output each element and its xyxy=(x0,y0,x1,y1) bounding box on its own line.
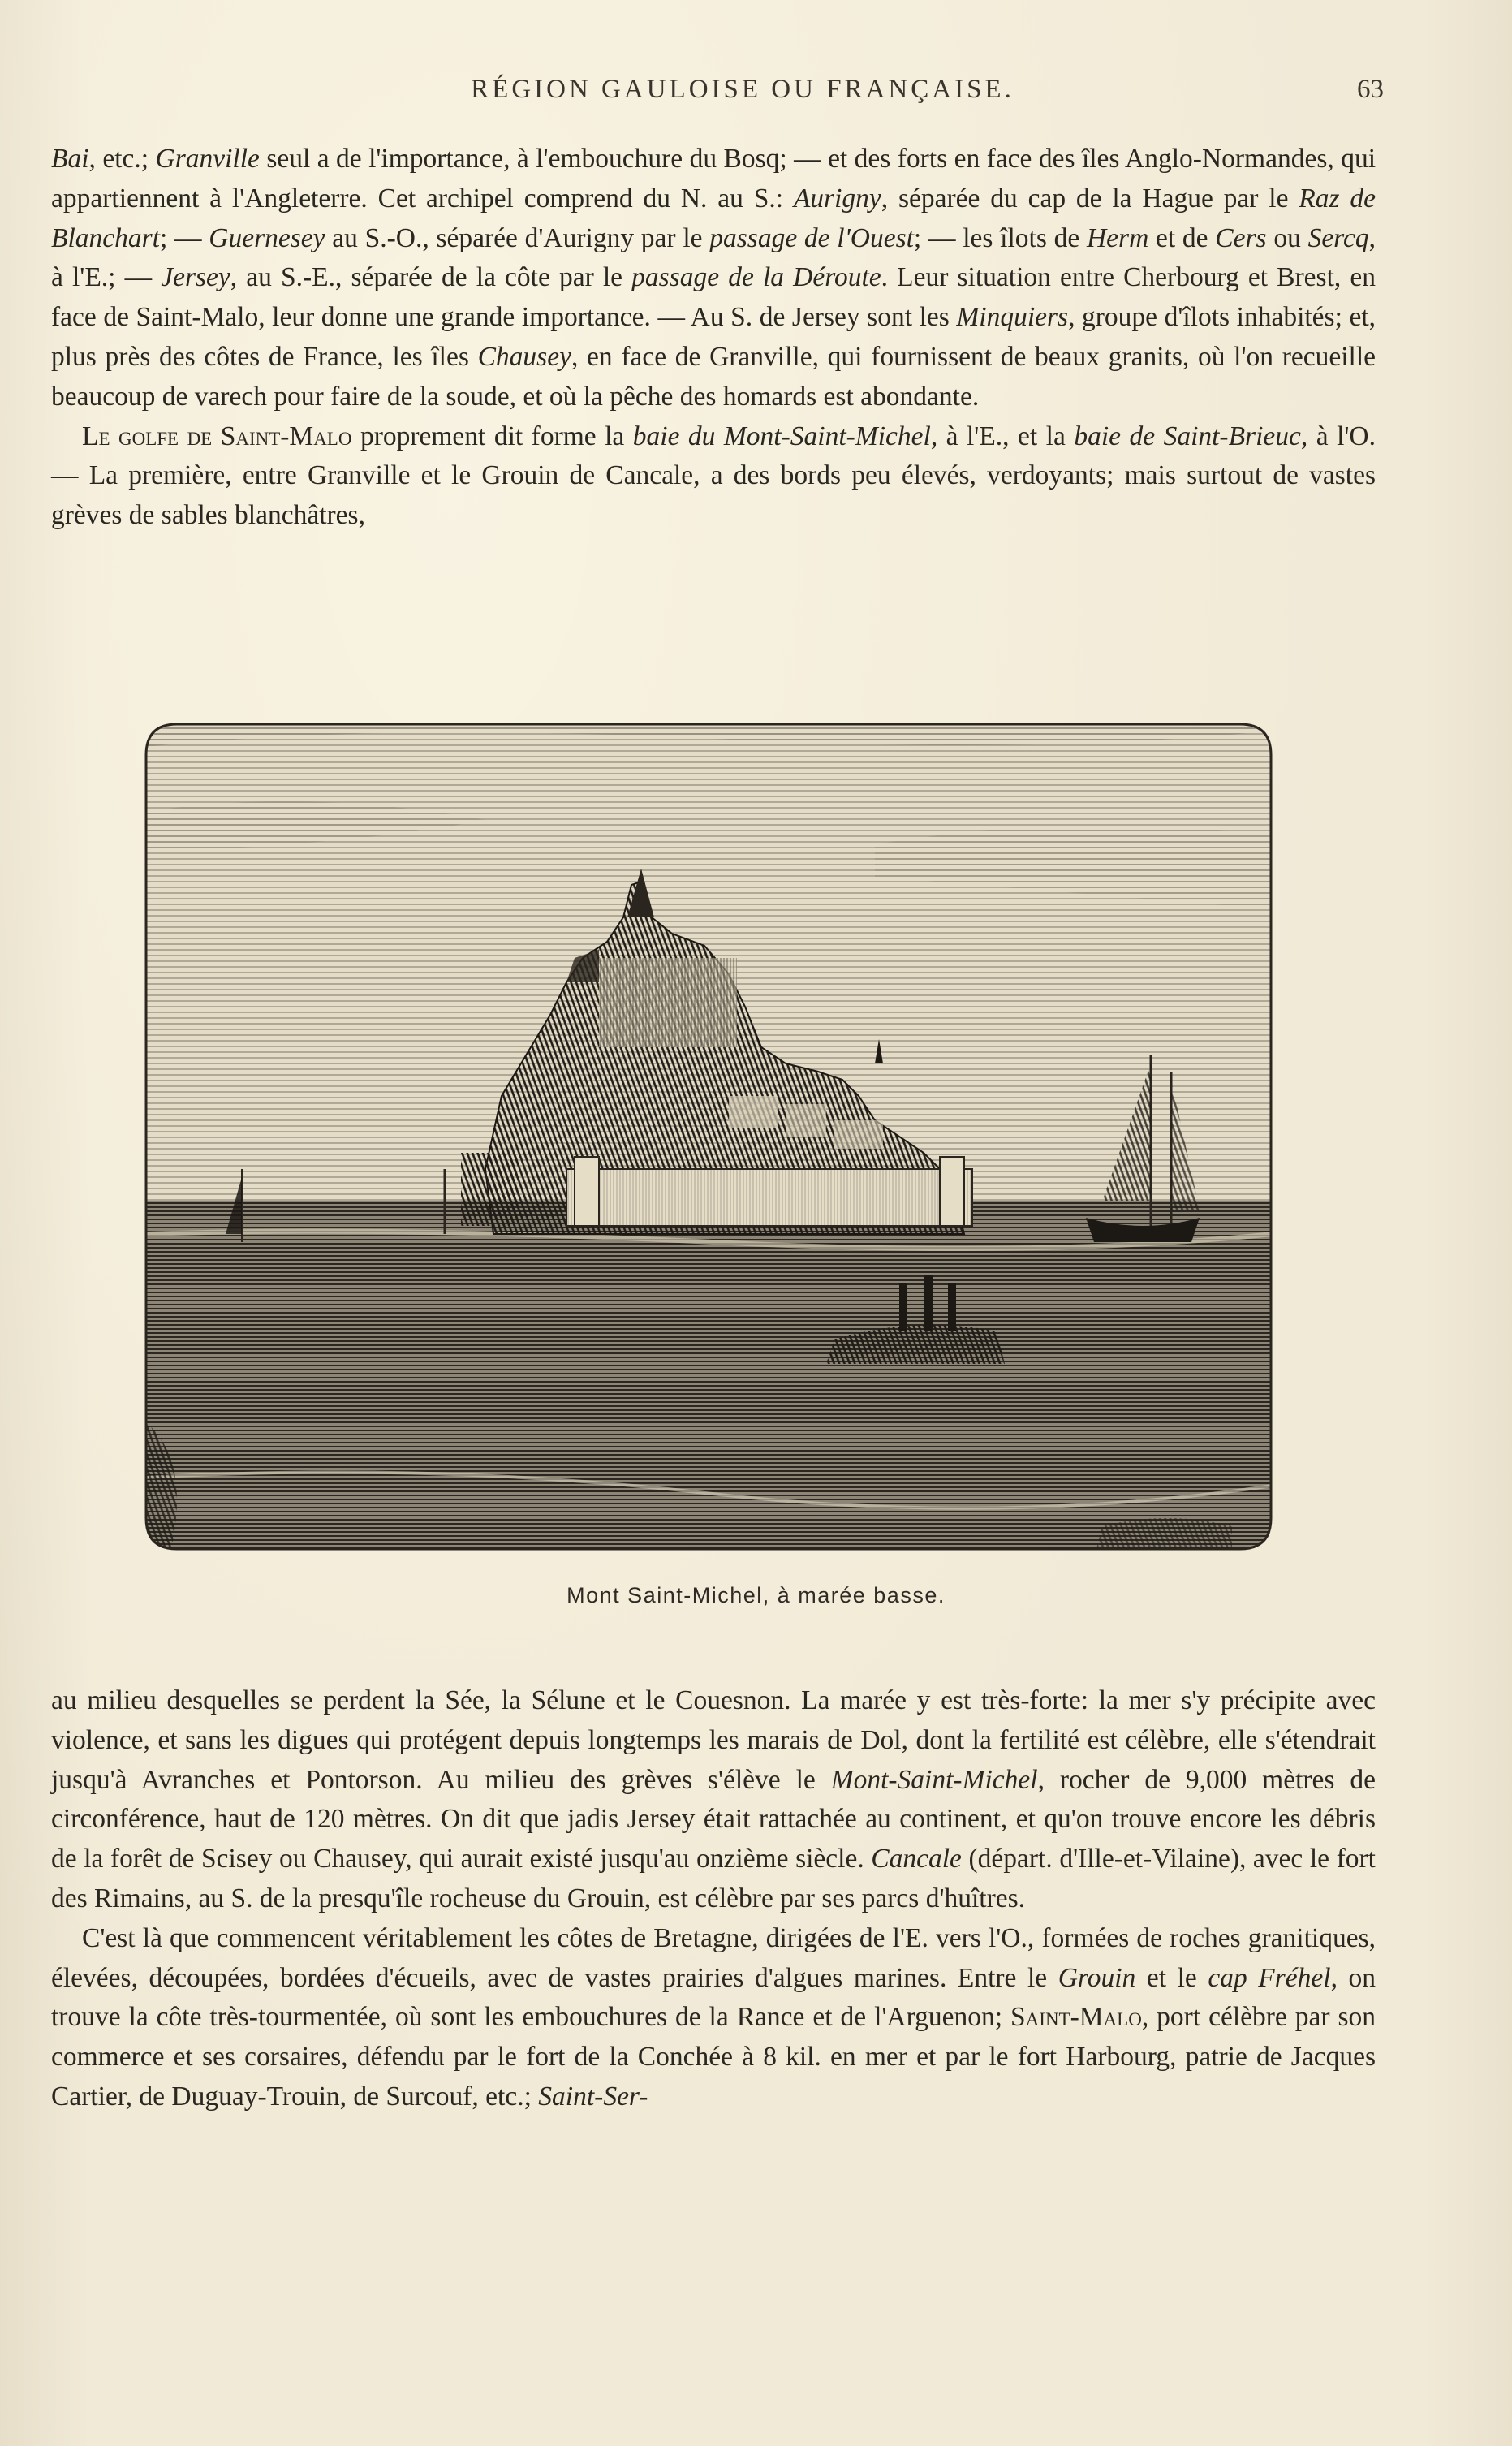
running-title: RÉGION GAULOISE OU FRANÇAISE. xyxy=(471,75,1014,104)
figure-caption: Mont Saint-Michel, à marée basse. xyxy=(566,1583,946,1607)
page-number: 63 xyxy=(1357,75,1384,104)
text-block-bottom xyxy=(51,1681,1376,2117)
paragraph-mont-saint-michel: au milieu desquelles se perdent la Sée, la Sélune et le Couesnon. La marée y est très-forte: la mer s'y précipite avec violence, et sans les digues qui protégent depuis longtemps les marais de Dol, dont la fertilité est célèbre, elle s'étendrait jusqu'à Avranches et Pontorson. Au milieu des grèves s'élève le Mont-Saint-Michel, rocher de 9,000 mètres de circonférence, haut de 120 mètres. On dit que jadis Jersey était rattachée au continent, et qu'on trouve encore les débris de la forêt de Scisey ou Chausey, qui aurait existé jusqu'au onzième siècle. Cancale (départ. d'Ille-et-Vilaine), avec le fort des Rimains, au S. de la presqu'île rocheuse du Grouin, est célèbre par ses parcs d'huîtres. xyxy=(51,1685,1376,1913)
page-header xyxy=(110,75,1384,107)
paragraph-cotes-bretagne: C'est là que commencent véritablement les côtes de Bretagne, dirigées de l'E. vers l'O., formées de roches granitiques, élevées, découpées, bordées d'écueils, avec de vastes prairies d'algues marines. Entre le Grouin et le cap Fréhel, on trouve la côte très-tourmentée, où sont les embouchures de la Rance et de l'Arguenon; Saint-Malo, port célèbre par son commerce et ses corsaires, défendu par le fort de la Conchée à 8 kil. en mer et par le fort Harbourg, patrie de Jacques Cartier, de Duguay-Trouin, de Surcouf, etc.; Saint-Ser- xyxy=(51,1922,1376,2112)
paragraph-golfe: Le golfe de Saint-Malo proprement dit forme la baie du Mont-Saint-Michel, à l'E., et la baie de Saint-Brieuc, à l'O. — La première, entre Granville et le Grouin de Cancale, a des bords peu élevés, verdoyants; mais surtout de vastes grèves de sables blanchâtres, xyxy=(51,421,1376,531)
text-block-top xyxy=(51,140,1376,536)
engraving-mont-saint-michel xyxy=(144,714,1273,1559)
paragraph-archipel: Bai, etc.; Granville seul a de l'importance, à l'embouchure du Bosq; — et des forts en face des îles Anglo-Normandes, qui appartiennent à l'Angleterre. Cet archipel comprend du N. au S.: Aurigny, séparée du cap de la Hague par le Raz de Blanchart; — Guernesey au S.-O., séparée d'Aurigny par le passage de l'Ouest; — les îlots de Herm et de Cers ou Sercq, à l'E.; — Jersey, au S.-E., séparée de la côte par le passage de la Déroute. Leur situation entre Cherbourg et Brest, en face de Saint-Malo, leur donne une grande importance. — Au S. de Jersey sont les Minquiers, groupe d'îlots inhabités; et, plus près des côtes de France, les îles Chausey, en face de Granville, qui fournissent de beaux granits, où l'on recueille beaucoup de varech pour faire de la soude, et où la pêche des homards est abondante. xyxy=(51,144,1376,412)
